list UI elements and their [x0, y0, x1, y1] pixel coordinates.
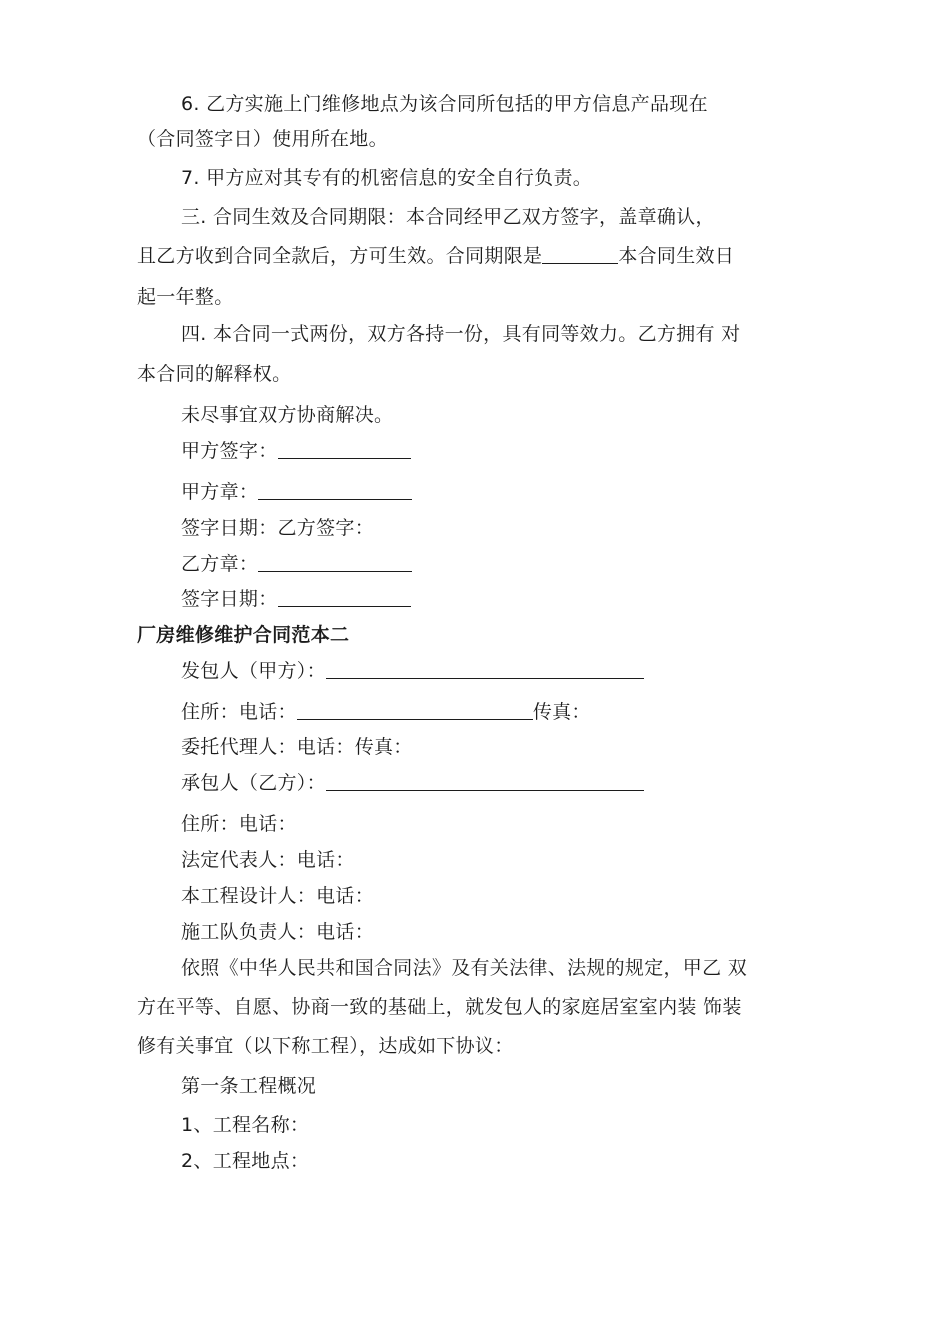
contractor-b-line — [181, 770, 644, 796]
section-3-line-2-tail: 本合同生效日 — [618, 245, 735, 267]
contractor-a-blank — [326, 660, 644, 679]
contractor-b-label: 承包人（乙方）： — [181, 772, 326, 794]
unresolved-matters: 未尽事宜双方协商解决。 — [181, 404, 394, 426]
party-a-seal-line — [181, 479, 412, 505]
sign-date-label: 签字日期： — [181, 588, 278, 610]
section-3-line-1: 三. 合同生效及合同期限：本合同经甲乙双方签字，盖章确认， — [181, 206, 715, 228]
party-a-seal-label: 甲方章： — [181, 481, 259, 503]
contractor-a-line — [181, 658, 644, 684]
section-4-line-1: 四. 本合同一式两份，双方各持一份，具有同等效力。乙方拥有 对 — [181, 323, 741, 345]
basis-line-2: 方在平等、自愿、协商一致的基础上，就发包人的家庭居室室内装 饰装 — [137, 996, 742, 1018]
sign-date-line — [181, 586, 411, 612]
designer-phone: 本工程设计人：电话： — [181, 885, 375, 907]
legal-rep-phone: 法定代表人：电话： — [181, 849, 355, 871]
contractor-a-label: 发包人（甲方）： — [181, 660, 326, 682]
party-a-seal-blank — [258, 481, 412, 500]
template-2-title: 厂房维修维护合同范本二 — [137, 624, 350, 646]
party-a-signature-line — [181, 438, 411, 464]
sign-date-blank — [278, 588, 411, 607]
party-a-signature-blank — [278, 440, 411, 459]
basis-line-3: 修有关事宜（以下称工程），达成如下协议： — [137, 1035, 514, 1057]
contractor-b-blank — [326, 772, 644, 791]
clause-6-line-2: （合同签字日）使用所在地。 — [137, 128, 388, 150]
construction-lead-phone: 施工队负责人：电话： — [181, 921, 375, 943]
address-phone-label: 住所：电话： — [181, 701, 297, 723]
section-4-line-2: 本合同的解释权。 — [137, 363, 292, 385]
item-2-project-location: 2、工程地点： — [181, 1150, 310, 1172]
sign-date-party-b-signature: 签字日期：乙方签字： — [181, 517, 375, 539]
phone-blank — [297, 701, 533, 720]
party-b-seal-line — [181, 551, 412, 577]
agent-phone-fax: 委托代理人：电话：传真： — [181, 736, 413, 758]
basis-line-1: 依照《中华人民共和国合同法》及有关法律、法规的规定，甲乙 双 — [181, 957, 748, 979]
party-b-seal-label: 乙方章： — [181, 553, 259, 575]
clause-7: 7. 甲方应对其专有的机密信息的安全自行负责。 — [181, 167, 593, 189]
clause-6-line-1: 6. 乙方实施上门维修地点为该合同所包括的甲方信息产品现在 — [181, 93, 708, 115]
article-1-title: 第一条工程概况 — [181, 1075, 317, 1097]
fax-label: 传真： — [532, 701, 591, 723]
item-1-project-name: 1、工程名称： — [181, 1114, 310, 1136]
address-phone-2: 住所：电话： — [181, 813, 297, 835]
contract-term-blank — [542, 245, 618, 264]
section-3-line-2 — [137, 243, 734, 269]
section-3-line-2-text: 且乙方收到合同全款后，方可生效。合同期限是 — [137, 245, 543, 267]
party-b-seal-blank — [258, 553, 412, 572]
section-3-line-3: 起一年整。 — [137, 286, 234, 308]
address-phone-fax-line — [181, 699, 591, 725]
party-a-signature-label: 甲方签字： — [181, 440, 278, 462]
